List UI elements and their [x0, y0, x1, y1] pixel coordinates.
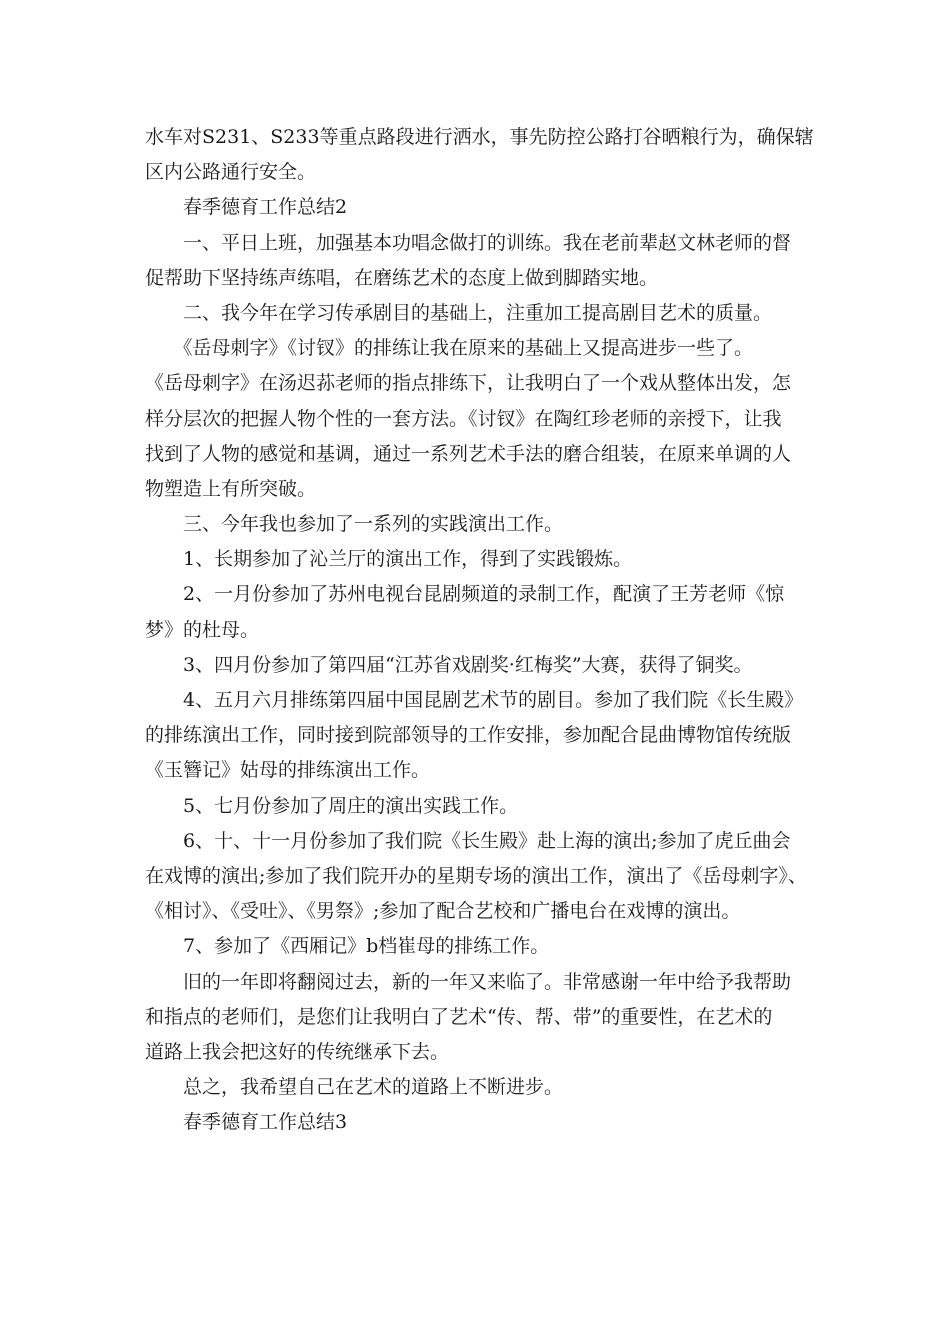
- text-line: 6、十、十一月份参加了我们院《长生殿》赴上海的演出;参加了虎丘曲会: [145, 829, 791, 852]
- text-line: 春季德育工作总结3: [145, 1111, 348, 1134]
- text-line: 《玉簪记》姑母的排练演出工作。: [145, 759, 431, 782]
- text-line: 总之，我希望自己在艺术的道路上不断进步。: [145, 1076, 564, 1099]
- paragraph: [145, 1070, 835, 1105]
- text-line: 区内公路通行安全。: [145, 161, 317, 184]
- text-line: 春季德育工作总结2: [145, 196, 348, 219]
- text-line: 找到了人物的感觉和基调，通过一系列艺术手法的磨合组装，在原来单调的人: [145, 442, 792, 465]
- text-line: 《岳母刺字》在汤迟荪老师的指点排练下，让我明白了一个戏从整体出发，怎: [145, 372, 792, 395]
- text-line: 《岳母刺字》《讨钗》的排练让我在原来的基础上又提高进步一些了。: [145, 337, 754, 360]
- paragraph: [145, 226, 835, 296]
- paragraph: [145, 296, 835, 331]
- text-line: 梦》的杜母。: [145, 618, 260, 641]
- text-line: 旧的一年即将翻阅过去，新的一年又来临了。非常感谢一年中给予我帮助: [145, 970, 792, 993]
- text-line: 3、四月份参加了第四届“江苏省戏剧奖·红梅奖”大赛，获得了铜奖。: [145, 653, 753, 676]
- text-line: 在戏博的演出;参加了我们院开办的星期专场的演出工作，演出了《岳母刺字》、: [145, 864, 807, 887]
- text-line: 《相讨》、《受吐》、《男祭》;参加了配合艺校和广播电台在戏博的演出。: [145, 900, 741, 923]
- paragraph: [145, 929, 835, 964]
- text-line: 一、平日上班，加强基本功唱念做打的训练。我在老前辈赵文林老师的督: [145, 231, 792, 254]
- text-line: 二、我今年在学习传承剧目的基础上，注重加工提高剧目艺术的质量。: [145, 301, 773, 324]
- paragraph: [145, 542, 835, 577]
- text-line: 样分层次的把握人物个性的一套方法。《讨钗》在陶红珍老师的亲授下，让我: [145, 407, 782, 430]
- paragraph: [145, 190, 835, 225]
- paragraph: [145, 683, 835, 789]
- paragraph: [145, 824, 835, 930]
- text-line: 1、长期参加了沁兰厅的演出工作，得到了实践锻炼。: [145, 548, 633, 571]
- text-line: 4、五月六月排练第四届中国昆剧艺术节的剧目。参加了我们院《长生殿》: [145, 689, 804, 711]
- text-line: 7、参加了《西厢记》b档崔母的排练工作。: [145, 935, 550, 958]
- paragraph: [145, 965, 835, 1071]
- paragraph: [145, 648, 835, 683]
- text-line: 和指点的老师们，是您们让我明白了艺术“传、帮、带”的重要性，在艺术的: [145, 1005, 773, 1028]
- text-line: 2、一月份参加了苏州电视台昆剧频道的录制工作，配演了王芳老师《惊: [145, 583, 785, 606]
- paragraph: [145, 577, 835, 647]
- paragraph: [145, 507, 835, 542]
- paragraph: [145, 1105, 835, 1140]
- text-line: 5、七月份参加了周庄的演出实践工作。: [145, 794, 519, 817]
- document-body: [145, 120, 835, 1140]
- text-line: 促帮助下坚持练声练唱，在磨练艺术的态度上做到脚踏实地。: [145, 266, 659, 289]
- text-line: 的排练演出工作，同时接到院部领导的工作安排，参加配合昆曲博物馆传统版: [145, 724, 792, 747]
- text-line: 三、今年我也参加了一系列的实践演出工作。: [145, 513, 564, 536]
- paragraph: [145, 120, 835, 190]
- paragraph: [145, 789, 835, 824]
- text-line: 物塑造上有所突破。: [145, 477, 317, 500]
- paragraph: [145, 331, 835, 507]
- text-line: 道路上我会把这好的传统继承下去。: [145, 1040, 450, 1063]
- text-line: 水车对S231、S233等重点路段进行洒水，事先防控公路打谷晒粮行为，确保辖: [145, 126, 814, 148]
